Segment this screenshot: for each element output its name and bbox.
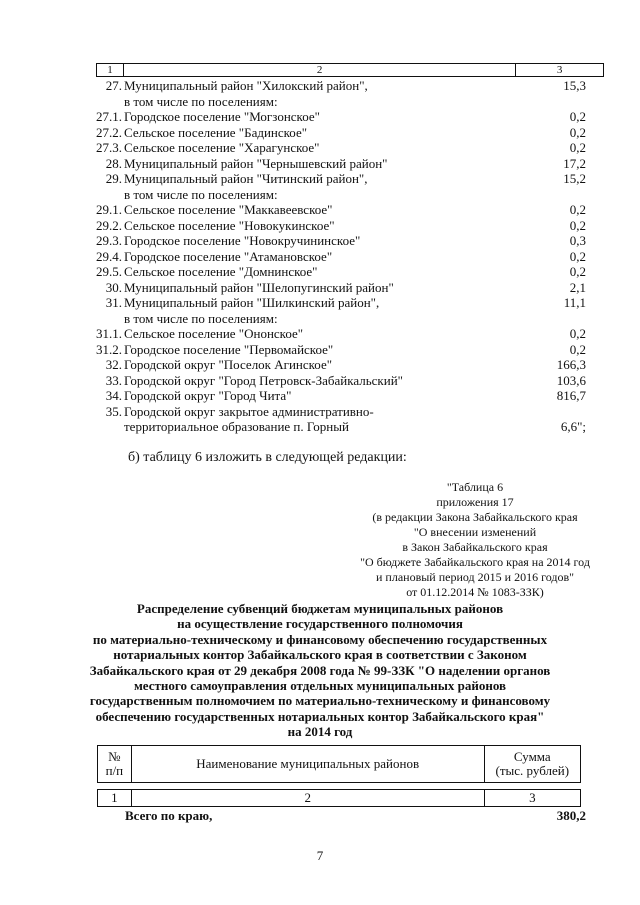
row-number: 35.	[105, 403, 122, 419]
row-value: 0,2	[569, 326, 586, 341]
row-name: Городской округ закрытое административно-	[124, 403, 374, 419]
header-col-1: 1	[97, 64, 124, 76]
row-value: 2,1	[569, 279, 586, 295]
annotation-line: "О внесении изменений	[413, 525, 537, 539]
row-number: 27.1.	[96, 109, 122, 124]
instruction-text: б) таблицу 6 изложить в следующей редакции:	[128, 450, 407, 465]
annotation-line: "О бюджете Забайкальского края на 2014 год	[360, 555, 590, 569]
row-value: 11,1	[563, 295, 586, 310]
row-number: 27.	[105, 78, 122, 93]
row-value: 0,2	[569, 264, 586, 279]
title-line: на 2014 год	[287, 724, 353, 740]
row-number: 28.	[105, 155, 122, 171]
row-value: 6,6";	[560, 419, 586, 434]
row-value: 17,2	[563, 155, 586, 171]
header-col-3: 3	[556, 64, 563, 76]
row-value: 0,3	[569, 233, 586, 248]
row-number: 34.	[105, 388, 122, 403]
annotation-line: приложения 17	[436, 495, 514, 509]
row-name: Городское поселение "Атамановское"	[124, 248, 333, 264]
row-number: 29.2.	[96, 217, 122, 233]
row-name: Муниципальный район "Читинский район",	[124, 171, 368, 186]
row-name: в том числе по поселениям:	[124, 93, 278, 109]
row-value: 0,2	[569, 109, 586, 124]
row-value: 15,3	[563, 78, 586, 93]
title-line: Распределение субвенций бюджетам муниципальных районов	[136, 601, 504, 616]
row-number: 31.1.	[96, 326, 122, 341]
title-line: обеспечению государственных нотариальных контор Забайкальского края"	[95, 708, 545, 724]
row-name: Сельское поселение "Новокукинское"	[124, 217, 335, 233]
title-line: нотариальных контор Забайкальского края в соответствии с Законом	[113, 647, 527, 663]
row-value: 0,2	[569, 341, 586, 357]
row-value: 15,2	[563, 171, 586, 186]
row-value: 166,3	[556, 357, 586, 372]
row-name: территориальное образование п. Горный	[124, 419, 349, 434]
total-label: Всего по краю,	[125, 808, 213, 823]
col-num-3: 3	[484, 790, 580, 807]
row-name: Городское поселение "Могзонское"	[124, 109, 320, 124]
row-name: Сельское поселение "Бадинское"	[124, 124, 308, 140]
page-number: 7	[316, 848, 324, 863]
row-number: 30.	[105, 279, 122, 295]
row-value: 0,2	[569, 140, 586, 155]
col-sum-header: Сумма (тыс. рублей)	[484, 746, 580, 783]
row-value: 103,6	[556, 372, 586, 388]
row-name: Сельское поселение "Харагунское"	[124, 140, 320, 155]
table-6-header	[97, 745, 581, 783]
annotation-line: (в редакции Закона Забайкальского края	[372, 510, 578, 524]
row-value: 0,2	[569, 248, 586, 264]
row-value: 0,2	[569, 124, 586, 140]
col-num-2: 2	[131, 790, 484, 807]
header-col-2: 2	[124, 64, 516, 76]
row-name: Сельское поселение "Домнинское"	[124, 264, 318, 279]
row-name: Муниципальный район "Шилкинский район",	[124, 295, 380, 310]
col-name-header: Наименование муниципальных районов	[131, 746, 484, 783]
row-name: Сельское поселение "Маккавеевское"	[124, 202, 333, 217]
annotation-line: "Таблица 6	[446, 480, 504, 494]
row-name: в том числе по поселениям:	[124, 186, 278, 202]
row-name: Городской округ "Поселок Агинское"	[124, 357, 333, 372]
total-value: 380,2	[556, 808, 586, 823]
annotation-line: и плановый период 2015 и 2016 годов"	[375, 570, 575, 584]
row-number: 31.2.	[96, 341, 122, 357]
row-number: 27.3.	[96, 140, 122, 155]
row-name: Муниципальный район "Шелопугинский район"	[124, 279, 394, 295]
table-6-numbering-row	[97, 789, 581, 807]
row-number: 29.5.	[96, 264, 122, 279]
row-value: 0,2	[569, 217, 586, 233]
title-line: Забайкальского края от 29 декабря 2008 года № 99-ЗЗК "О наделении органов	[89, 662, 551, 678]
row-name: Городской округ "Город Петровск-Забайкальский"	[124, 372, 403, 388]
col-num-1: 1	[98, 790, 132, 807]
annotation-line: в Закон Забайкальского края	[402, 540, 548, 554]
row-value: 0,2	[569, 202, 586, 217]
row-name: Городское поселение "Первомайское"	[124, 341, 334, 357]
title-line: по материально-техническому и финансовому обеспечению государственных	[92, 631, 548, 647]
title-line: местного самоуправления отдельных муниципальных районов	[133, 678, 507, 693]
row-number: 27.2.	[96, 124, 122, 140]
title-line: на осуществление государственного полномочия	[177, 616, 463, 632]
row-name: в том числе по поселениям:	[124, 310, 278, 326]
row-name: Городское поселение "Новокручининское"	[124, 233, 361, 248]
title-line: государственным полномочием по материально-техническому и финансовому	[89, 693, 551, 709]
continuation-header-row	[96, 63, 604, 77]
col-number-header: № п/п	[98, 746, 132, 783]
row-number: 33.	[105, 372, 122, 388]
row-name: Сельское поселение "Ононское"	[124, 326, 304, 341]
row-number: 29.	[105, 171, 122, 186]
row-number: 32.	[105, 357, 122, 372]
row-name: Муниципальный район "Хилокский район",	[124, 78, 368, 93]
annotation-line: от 01.12.2014 № 1083-ЗЗК)	[406, 585, 544, 599]
row-value: 816,7	[556, 388, 586, 403]
row-number: 29.4.	[96, 248, 122, 264]
row-number: 29.3.	[96, 233, 122, 248]
row-number: 29.1.	[96, 202, 122, 217]
row-number: 31.	[105, 295, 122, 310]
row-name: Городской округ "Город Чита"	[124, 388, 292, 403]
row-name: Муниципальный район "Чернышевский район"	[124, 155, 388, 171]
